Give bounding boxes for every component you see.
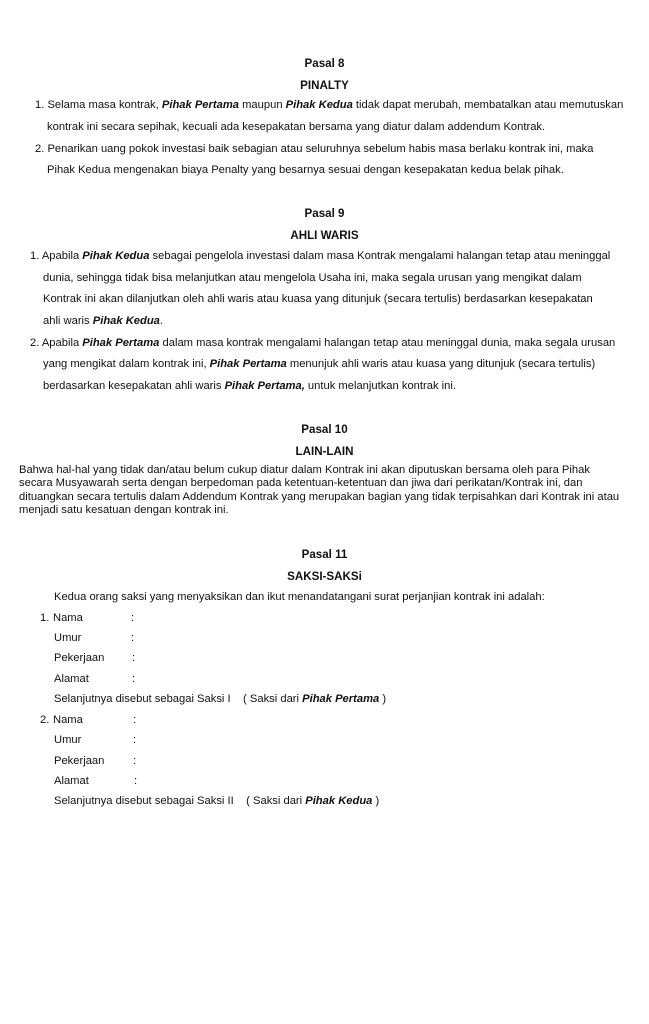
pasal-8-item-2-line-1 (35, 143, 593, 155)
text: menunjuk ahli waris atau kuasa yang ditunjuk (secara tertulis) (286, 358, 596, 370)
text: Selama masa kontrak, (47, 99, 162, 111)
party-name: Pihak Kedua (305, 795, 373, 807)
witness-2-pekerjaan-label: Pekerjaan (54, 755, 105, 767)
pasal-8-item-1-line-1 (35, 99, 623, 111)
party-name: Pihak Pertama (302, 693, 380, 705)
text: untuk melanjutkan kontrak ini. (304, 380, 456, 392)
witness-1-pekerjaan-label: Pekerjaan (54, 652, 105, 664)
text: . (159, 315, 164, 327)
witness-1-pekerjaan-colon: : (132, 652, 136, 664)
witness-2-number: 2. (40, 714, 50, 726)
pasal-9-item-1-line-4 (43, 315, 163, 327)
pasal-9-item-2-line-3 (43, 380, 456, 392)
pasal-9-number: Pasal 9 (304, 207, 345, 220)
party-name: Pihak Kedua (92, 315, 160, 327)
witness-2-description (54, 795, 379, 807)
witness-2-alamat-colon: : (134, 775, 138, 787)
pasal-9-item-1-line-3: Kontrak ini akan dilanjutkan oleh ahli waris atau kuasa yang ditunjuk (secara tertulis) berdasarkan kesepakatan (43, 293, 593, 305)
text: ) (372, 795, 380, 807)
witness-1-alamat-label: Alamat (54, 673, 89, 685)
pasal-8-item-1-line-2: kontrak ini secara sepihak, kecuali ada kesepakatan bersama yang diatur dalam addendum Kontrak. (47, 121, 546, 133)
text: ahli waris (43, 315, 93, 327)
pasal-11-title: SAKSI-SAKSi (287, 570, 362, 583)
witness-1-umur-label: Umur (54, 632, 82, 644)
witness-2-nama-colon: : (133, 714, 137, 726)
pasal-10-body: Bahwa hal-hal yang tidak dan/atau belum cukup diatur dalam Kontrak ini akan diputuskan bersama oleh para Pihak secara Musyawarah serta dengan berpedoman pada ketentuan-ketentuan dan jiwa dari perikatan/Kontrak ini, dan dituangkan secara tertulis dalam Addendum Kontrak yang merupakan bagian yang tidak terpisahkan dari Kontrak ini atau menjadi satu kesatuan dengan kontrak ini. (19, 464, 620, 517)
party-name: Pihak Pertama (161, 99, 239, 111)
party-name: Pihak Pertama (82, 337, 160, 349)
party-name: Pihak Pertama (209, 358, 287, 370)
text: ) (379, 693, 387, 705)
text: Selanjutnya disebut sebagai Saksi I ( Saksi dari (54, 693, 303, 705)
pasal-8-item-2-line-2: Pihak Kedua mengenakan biaya Penalty yang besarnya sesuai dengan kesepakatan kedua belak pihak. (47, 164, 564, 176)
item-number: 1. (35, 99, 45, 111)
text: Penarikan uang pokok investasi baik sebagian atau seluruhnya sebelum habis masa berlaku kontrak ini, maka (47, 143, 594, 155)
pasal-9-item-1-line-2: dunia, sehingga tidak bisa melanjutkan atau mengelola Usaha ini, maka segala urusan yang mengikat dalam (43, 272, 582, 284)
text: Apabila (41, 250, 83, 262)
witness-2-umur-label: Umur (54, 734, 82, 746)
witness-1-alamat-colon: : (132, 673, 136, 685)
party-name: Pihak Pertama, (224, 380, 305, 392)
pasal-9-item-2-line-2 (43, 358, 595, 370)
item-number: 2. (35, 143, 45, 155)
pasal-8-title: PINALTY (300, 79, 349, 92)
text: Apabila (41, 337, 83, 349)
text: sebagai pengelola investasi dalam masa Kontrak mengalami halangan tetap atau meninggal (149, 250, 611, 262)
party-name: Pihak Kedua (82, 250, 150, 262)
witness-1-nama-colon: : (131, 612, 135, 624)
text: Selanjutnya disebut sebagai Saksi II ( Saksi dari (54, 795, 306, 807)
witness-1-number: 1. (40, 612, 50, 624)
witness-2-alamat-label: Alamat (54, 775, 89, 787)
text: maupun (239, 99, 286, 111)
pasal-9-item-1-line-1 (30, 250, 610, 262)
pasal-10-title: LAIN-LAIN (295, 445, 354, 458)
text: yang mengikat dalam kontrak ini, (43, 358, 210, 370)
party-name: Pihak Kedua (285, 99, 353, 111)
item-number: 1. (30, 250, 40, 262)
witness-1-nama-label: Nama (53, 612, 83, 624)
text: tidak dapat merubah, membatalkan atau memutuskan (352, 99, 624, 111)
witness-2-pekerjaan-colon: : (133, 755, 137, 767)
witness-2-nama-label: Nama (53, 714, 83, 726)
witness-2-umur-colon: : (133, 734, 137, 746)
text: dalam masa kontrak mengalami halangan tetap atau meninggal dunia, maka segala urusan (159, 337, 616, 349)
text: berdasarkan kesepakatan ahli waris (43, 380, 225, 392)
pasal-9-title: AHLI WARIS (290, 229, 359, 242)
pasal-11-number: Pasal 11 (301, 548, 348, 561)
witness-1-umur-colon: : (131, 632, 135, 644)
pasal-9-item-2-line-1 (30, 337, 615, 349)
pasal-10-number: Pasal 10 (301, 423, 348, 436)
witness-1-description (54, 693, 386, 705)
item-number: 2. (30, 337, 40, 349)
pasal-11-intro: Kedua orang saksi yang menyaksikan dan ikut menandatangani surat perjanjian kontrak ini adalah: (54, 591, 545, 603)
pasal-8-number: Pasal 8 (304, 57, 345, 70)
